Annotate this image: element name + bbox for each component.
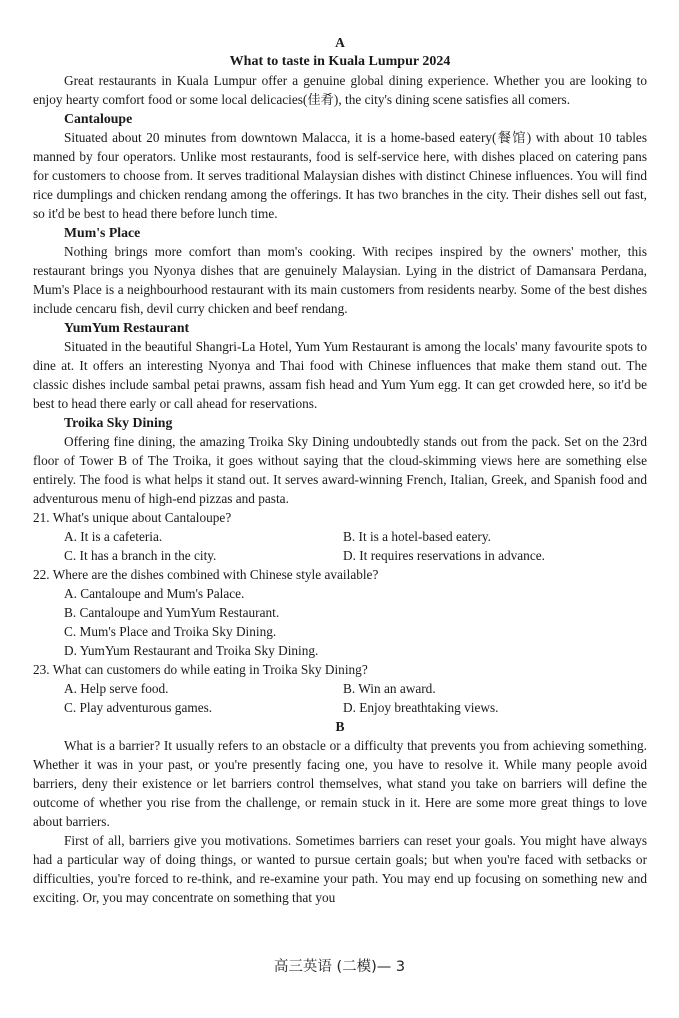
question-21 xyxy=(33,508,647,565)
option-b: B. Win an award. xyxy=(343,681,436,696)
passage-b-paragraph: What is a barrier? It usually refers to an obstacle or a difficulty that prevents you from achieving something. Whether it was in your past, or you're presently facing one, you have to resolve it. While many people avoid barriers, deny their existence or let barriers control themselves, what stand you take on barriers will define the outcome of whether you rise from the challenge, or remain stuck in it. Here are some more great things to love about barriers. xyxy=(33,738,647,829)
passage-a-title: What to taste in Kuala Lumpur 2024 xyxy=(229,54,451,69)
option-d: D. YumYum Restaurant and Troika Sky Dining. xyxy=(64,643,319,658)
option-b: B. Cantaloupe and YumYum Restaurant. xyxy=(64,605,280,620)
restaurant-heading: Cantaloupe xyxy=(64,111,133,126)
restaurant-troika xyxy=(33,413,647,508)
restaurant-description: Situated in the beautiful Shangri-La Hotel, Yum Yum Restaurant is among the locals' many favourite spots to dine at. It offers an interesting Nyonya and Thai food with Chinese influences that make them stand out. The classic dishes include sambal petai prawns, assam fish head and Yum Yum egg. It can get crowded here, so it'd be best to head there early or call ahead for reservations. xyxy=(33,339,647,411)
section-a-letter: A xyxy=(335,35,345,50)
restaurant-yumyum xyxy=(33,318,647,413)
question-22 xyxy=(33,565,647,660)
section-b-letter: B xyxy=(335,719,345,734)
restaurant-heading: Mum's Place xyxy=(64,225,141,240)
question-23 xyxy=(33,660,647,717)
option-a: A. Cantaloupe and Mum's Palace. xyxy=(64,586,245,601)
question-stem: 21. What's unique about Cantaloupe? xyxy=(33,510,232,525)
option-a: A. It is a cafeteria. xyxy=(64,529,163,544)
restaurant-description: Offering fine dining, the amazing Troika Sky Dining undoubtedly stands out from the pack. Set on the 23rd floor of Tower B of The Troika, it goes without saying that the cloud-skimming views here are something else entirely. The food is what helps it stand out. It serves award-winning French, Italian, Greek, and Spanish food and adventurous menu of high-end pizzas and pasta. xyxy=(33,434,647,506)
exam-page xyxy=(33,33,647,907)
option-row xyxy=(33,698,647,717)
option-a: A. Help serve food. xyxy=(64,681,169,696)
option-c: C. Mum's Place and Troika Sky Dining. xyxy=(64,624,277,639)
restaurant-heading: YumYum Restaurant xyxy=(64,320,190,335)
restaurant-description: Situated about 20 minutes from downtown Malacca, it is a home-based eatery(餐馆) with about 10 tables manned by four operators. Unlike most restaurants, food is self-service here, with dishes placed on catering pans for customers to choose from. It serves traditional Malaysian dishes with distinct Chinese influences. You will find rice dumplings and chicken rendang among the offerings. It has two branches in the city. Their dishes sell out fast, so it'd be best to head there before lunch time. xyxy=(33,130,647,221)
restaurant-heading: Troika Sky Dining xyxy=(64,415,173,430)
restaurant-mums-place xyxy=(33,223,647,318)
passage-b-paragraph: First of all, barriers give you motivations. Sometimes barriers can reset your goals. You might have always had a particular way of doing things, or wanted to pursue certain goals; but when you're faced with setbacks or difficulties, you're forced to re-think, and re-examine your path. You may end up focusing on something new and exciting. Or, you may concentrate on something that you xyxy=(33,833,647,905)
passage-a-intro: Great restaurants in Kuala Lumpur offer a genuine global dining experience. Whether you are looking to enjoy hearty comfort food or some local delicacies(佳肴), the city's dining scene satisfies all comers. xyxy=(33,73,647,107)
option-row xyxy=(33,679,647,698)
option-d: D. It requires reservations in advance. xyxy=(343,548,545,563)
option-c: C. It has a branch in the city. xyxy=(64,548,217,563)
question-stem: 22. Where are the dishes combined with Chinese style available? xyxy=(33,567,379,582)
question-stem: 23. What can customers do while eating in Troika Sky Dining? xyxy=(33,662,368,677)
option-b: B. It is a hotel-based eatery. xyxy=(343,529,491,544)
option-c: C. Play adventurous games. xyxy=(64,700,213,715)
page-footer: 高三英语 (二模)— 3 xyxy=(273,959,406,975)
option-d: D. Enjoy breathtaking views. xyxy=(343,700,499,715)
option-row xyxy=(33,527,647,546)
option-row xyxy=(33,546,647,565)
restaurant-cantaloupe xyxy=(33,109,647,223)
restaurant-description: Nothing brings more comfort than mom's cooking. With recipes inspired by the owners' mother, this restaurant brings you Nyonya dishes that are genuinely Malaysian. Lying in the district of Damansara Perdana, Mum's Place is a neighbourhood restaurant with its main customers from residents nearby. Some of the best dishes include cencaru fish, devil curry chicken and beef rendang. xyxy=(33,244,647,316)
